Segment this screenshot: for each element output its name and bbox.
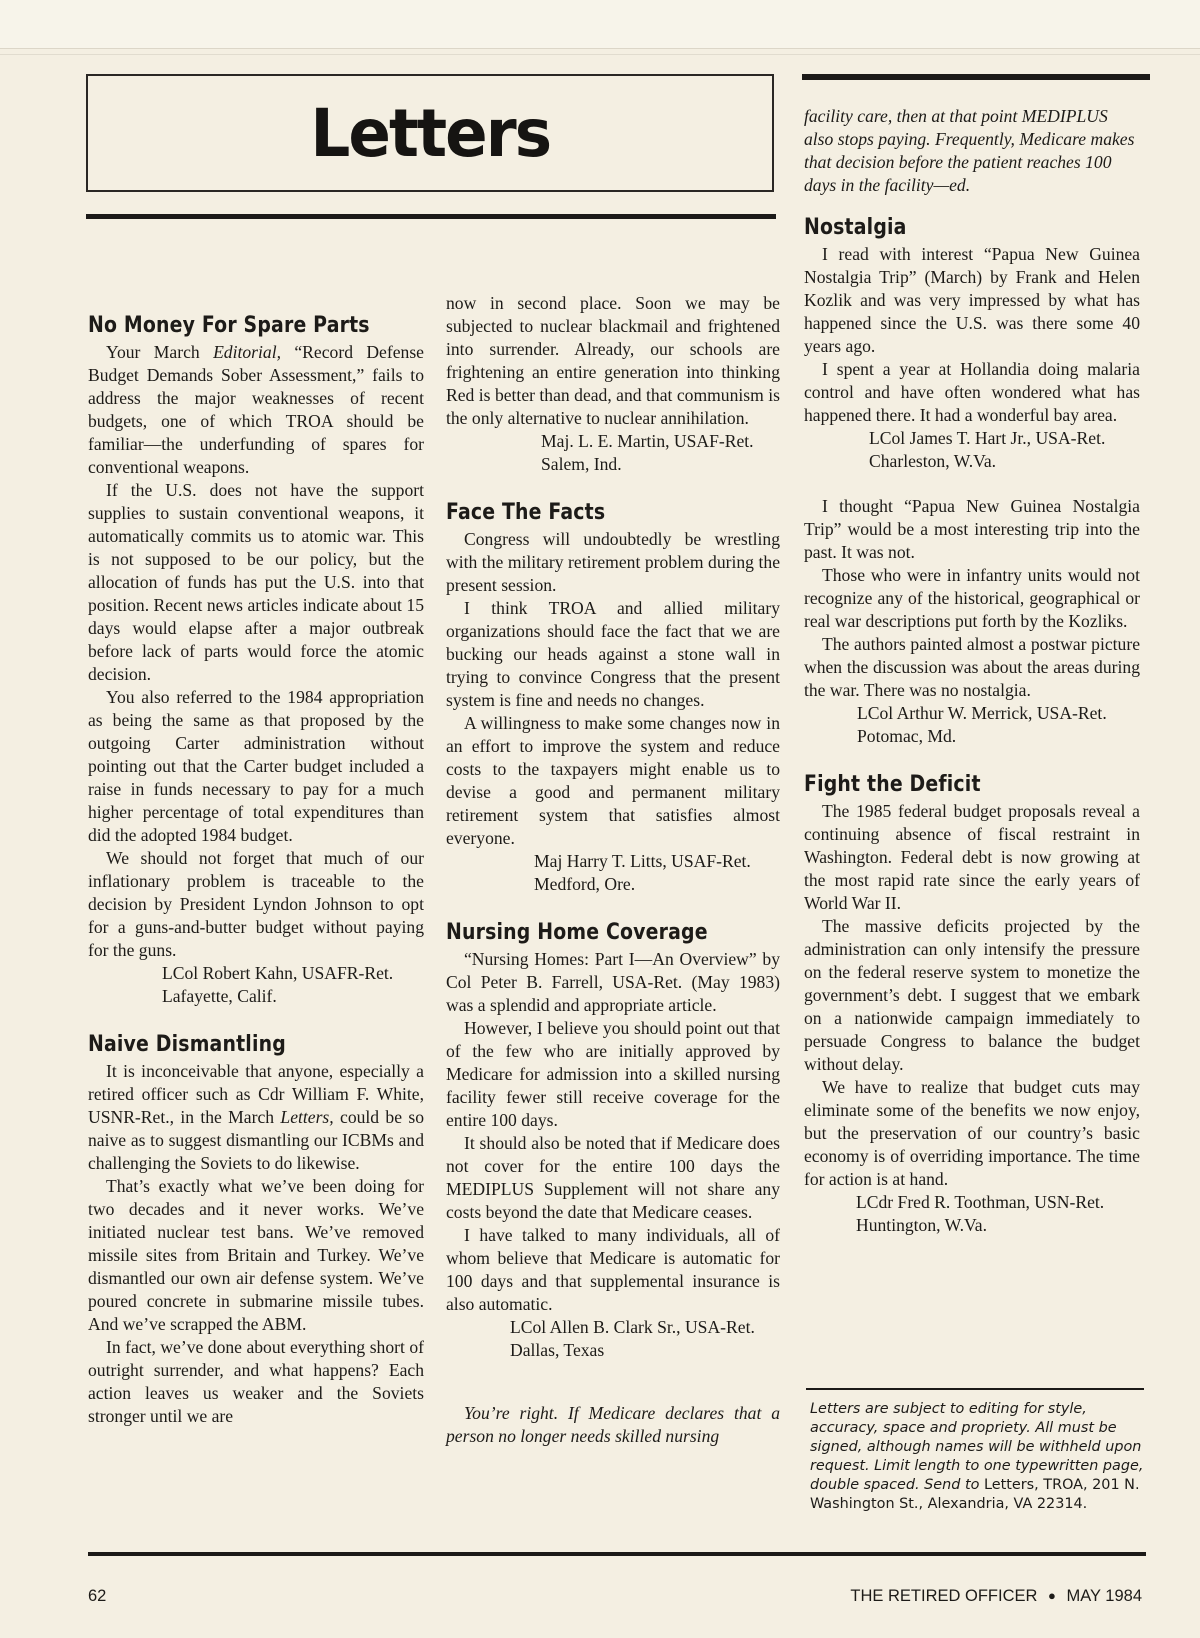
editor-reply-continued: facility care, then at that point MEDIPLUS also stops paying. Frequently, Medicare makes that decision before the patient reaches 100 days in the facility—ed. xyxy=(804,106,1135,195)
issue-date: MAY 1984 xyxy=(1066,1587,1142,1605)
bottom-rule xyxy=(88,1552,1146,1556)
submission-note: Letters are subject to editing for style, accuracy, space and propriety. All must be signed, although names will be withheld upon request. Limit length to one typewritten page, double spaced. Send to Letters, TROA, 201 N. Washington St., Alexandria, VA 22314. xyxy=(810,1401,1144,1512)
heading-nostalgia: Nostalgia xyxy=(804,214,907,240)
letter-paragraph: Those who were in infantry units would not recognize any of the historical, geographical or real war descriptions put forth by the Kozliks. xyxy=(804,565,1140,631)
letter-paragraph: It should also be noted that if Medicare does not cover for the entire 100 days the MEDIPLUS Supplement will not share any costs beyond the date that Medicare ceases. xyxy=(446,1133,780,1222)
letter-paragraph: However, I believe you should point out that of the few who are initially approved by Medicare for admission into a skilled nursing facility fewer still receive coverage for the entire 100 days. xyxy=(446,1018,780,1130)
letter-paragraph: I have talked to many individuals, all of whom believe that Medicare is automatic for 100 days and that supplemental insurance is also automatic. xyxy=(446,1225,780,1314)
letter-paragraph: Your March Editorial, “Record Defense Budget Demands Sober Assessment,” fails to address the major weaknesses of recent budgets, one of which TROA should be familiar—the underfunding of spares for conventional weapons. xyxy=(88,342,424,477)
letter-paragraph: I spent a year at Hollandia doing malaria control and have often wondered what has happened there. It had a wonderful bay area. xyxy=(804,359,1140,425)
letter-paragraph: In fact, we’ve done about everything short of outright surrender, and what happens? Each action leaves us weaker and the Soviets stronger until we are xyxy=(88,1337,424,1426)
letter-paragraph: The authors painted almost a postwar picture when the discussion was about the areas during the war. There was no nostalgia. xyxy=(804,634,1140,700)
letter-paragraph: If the U.S. does not have the support supplies to sustain conventional weapons, it automatically commits us to atomic war. This is not supposed to be our policy, but the allocation of funds has put the U.S. into that position. Recent news articles indicate about 15 days would elapse after a major outbreak before lack of parts would force the atomic decision. xyxy=(88,480,424,684)
letter-paragraph: “Nursing Homes: Part I—An Overview” by Col Peter B. Farrell, USA-Ret. (May 1983) was a splendid and appropriate article. xyxy=(446,949,780,1015)
letter-paragraph: Congress will undoubtedly be wrestling with the military retirement problem during the present session. xyxy=(446,529,780,595)
signature-location: Charleston, W.Va. xyxy=(869,451,997,471)
editor-reply: You’re right. If Medicare declares that a person no longer needs skilled nursing xyxy=(446,1403,780,1446)
publication-line xyxy=(850,1587,1142,1606)
letter-paragraph: The massive deficits projected by the administration can only intensify the pressure on the federal reserve system to monetize the government’s debt. I suggest that we embark on a nationwide campaign immediately to persuade Congress to balance the budget without delay. xyxy=(804,916,1140,1074)
bullet-separator: ● xyxy=(1048,1588,1056,1603)
title-rule xyxy=(86,214,776,219)
signature-name: Maj Harry T. Litts, USAF-Ret. xyxy=(534,851,751,871)
heading-face-the-facts: Face The Facts xyxy=(446,499,606,525)
signature-name: LCol Arthur W. Merrick, USA-Ret. xyxy=(857,703,1107,723)
top-right-rule xyxy=(802,74,1150,80)
heading-spare-parts: No Money For Spare Parts xyxy=(88,312,370,338)
letter-paragraph: A willingness to make some changes now in an effort to improve the system and reduce costs to the taxpayers might enable us to devise a good and permanent military retirement system that satisfies almost everyone. xyxy=(446,713,780,848)
page-number: 62 xyxy=(88,1587,107,1605)
note-rule xyxy=(806,1388,1144,1390)
page-title: Letters xyxy=(310,94,550,172)
publication-name: THE RETIRED OFFICER xyxy=(850,1587,1038,1605)
heading-naive-dismantling: Naive Dismantling xyxy=(88,1031,286,1057)
column-2 xyxy=(446,292,780,1448)
signature-location: Lafayette, Calif. xyxy=(162,986,277,1006)
letter-paragraph: I think TROA and allied military organizations should face the fact that we are bucking our heads against a stone wall in trying to convince Congress that the present system is fine and needs no changes. xyxy=(446,598,780,710)
letter-paragraph: We have to realize that budget cuts may eliminate some of the benefits we now enjoy, but the preservation of our country’s basic economy is of overriding importance. The time for action is at hand. xyxy=(804,1077,1140,1189)
signature-name: LCol James T. Hart Jr., USA-Ret. xyxy=(869,428,1106,448)
signature-location: Salem, Ind. xyxy=(541,454,622,474)
signature-name: LCol Allen B. Clark Sr., USA-Ret. xyxy=(510,1317,755,1337)
heading-fight-the-deficit: Fight the Deficit xyxy=(804,771,981,797)
letter-paragraph: It is inconceivable that anyone, especially a retired officer such as Cdr William F. White, USNR-Ret., in the March Letters, could be so naive as to suggest dismantling our ICBMs and challenging the Soviets to do likewise. xyxy=(88,1061,424,1173)
letter-paragraph: I read with interest “Papua New Guinea Nostalgia Trip” (March) by Frank and Helen Kozlik and was very impressed by what has happened since the U.S. was there some 40 years ago. xyxy=(804,244,1140,356)
heading-nursing-home-coverage: Nursing Home Coverage xyxy=(446,919,708,945)
signature-location: Potomac, Md. xyxy=(857,726,957,746)
column-1 xyxy=(88,311,424,1428)
signature-location: Medford, Ore. xyxy=(534,874,636,894)
title-box xyxy=(86,74,774,192)
top-margin-band xyxy=(0,0,1200,49)
letter-paragraph: The 1985 federal budget proposals reveal a continuing absence of fiscal restraint in Washington. Federal debt is now growing at the most rapid rate since the early years of World War II. xyxy=(804,801,1140,913)
signature-location: Huntington, W.Va. xyxy=(856,1215,987,1235)
letter-paragraph: That’s exactly what we’ve been doing for two decades and it never works. We’ve initiated nuclear test bans. We’ve removed missile sites from Britain and Turkey. We’ve dismantled our own air defense system. We’ve poured concrete in submarine missile tubes. And we’ve scrapped the ABM. xyxy=(88,1176,424,1334)
signature-name: LCdr Fred R. Toothman, USN-Ret. xyxy=(856,1192,1105,1212)
signature-location: Dallas, Texas xyxy=(510,1340,605,1360)
letter-paragraph: You also referred to the 1984 appropriation as being the same as that proposed by the outgoing Carter administration without pointing out that the Carter budget included a raise in funds necessary to pay for a much higher percentage of total expenditures than did the adopted 1984 budget. xyxy=(88,687,424,845)
column-3 xyxy=(804,105,1140,1237)
letter-paragraph: now in second place. Soon we may be subjected to nuclear blackmail and frightened into surrender. Already, our schools are frightening an entire generation into thinking Red is better than dead, and that communism is the only alternative to nuclear annihilation. xyxy=(446,293,780,428)
letter-paragraph: I thought “Papua New Guinea Nostalgia Trip” would be a most interesting trip into the past. It was not. xyxy=(804,496,1140,562)
letter-paragraph: We should not forget that much of our inflationary problem is traceable to the decision by President Lyndon Johnson to opt for a guns-and-butter budget without paying for the guns. xyxy=(88,848,424,960)
signature-name: LCol Robert Kahn, USAFR-Ret. xyxy=(162,963,394,983)
signature-name: Maj. L. E. Martin, USAF-Ret. xyxy=(541,431,754,451)
